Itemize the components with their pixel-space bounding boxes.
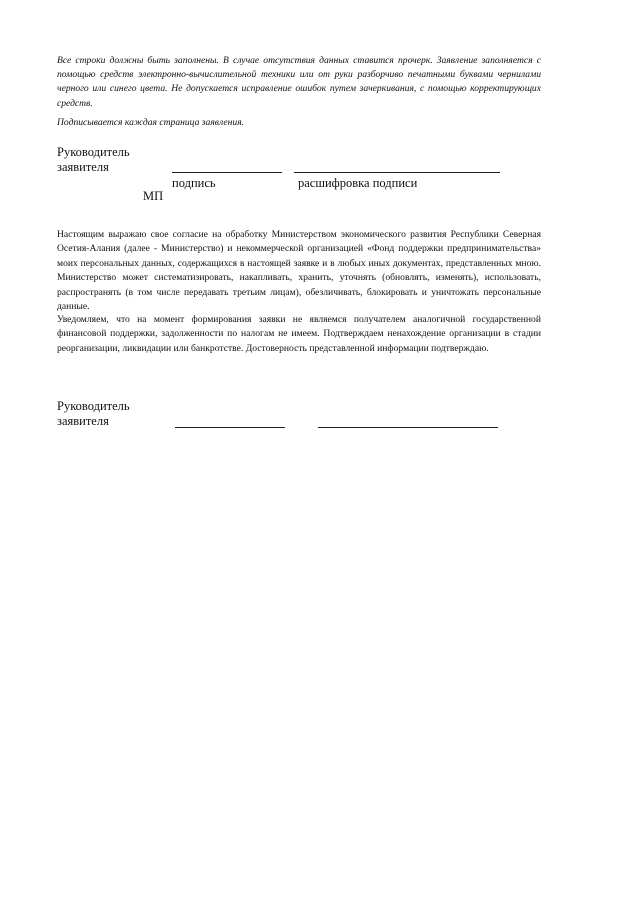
signature-line[interactable] [172, 172, 282, 173]
signer-role-line2: заявителя [57, 160, 109, 174]
signature-decoding-caption: расшифровка подписи [298, 176, 418, 190]
signature-caption: подпись [172, 176, 216, 190]
seal-place-label: МП [143, 189, 164, 203]
signer-role-line1: Руководитель [57, 145, 130, 159]
instructions-text: Все строки должны быть заполнены. В случае отсутствия данных ставится прочерк. Заявление заполняется с помощью средств электронно-вычислительной техники или от руки разборчиво печатными буквами чернилами черного или синего цвета. Не допускается исправление ошибок путем зачеркивания, с помощью корректирующих средств. [57, 55, 541, 109]
signature-line-bottom[interactable] [175, 427, 285, 428]
signature-decoding-line[interactable] [294, 172, 500, 173]
each-page-signed-note: Подписывается каждая страница заявления. [57, 117, 245, 128]
consent-paragraph: Настоящим выражаю свое согласие на обработку Министерством экономического развития Республики Северная Осетия-Алания (далее - Министерство) и некоммерческой организацией «Фонд поддержки предпринимательства» моих персональных данных, содержащихся в настоящей заявке и в любых иных документах, представленных мною. Министерство может систематизировать, накапливать, хранить, уточнять (обновлять, изменять), использовать, распространять (в том числе передавать третьим лицам), обезличивать, блокировать и уничтожать персональные данные. [57, 229, 541, 313]
signer-role-line2-bottom: заявителя [57, 414, 109, 428]
signature-decoding-line-bottom[interactable] [318, 427, 498, 428]
notice-paragraph: Уведомляем, что на момент формирования заявки не являемся получателем аналогичной государственной финансовой поддержки, задолженности по налогам не имеем. Подтверждаем ненахождение организации в стадии реорганизации, ликвидации или банкротстве. Достоверность представленной информации подтверждаю. [57, 314, 541, 354]
signer-role-line1-bottom: Руководитель [57, 399, 130, 413]
